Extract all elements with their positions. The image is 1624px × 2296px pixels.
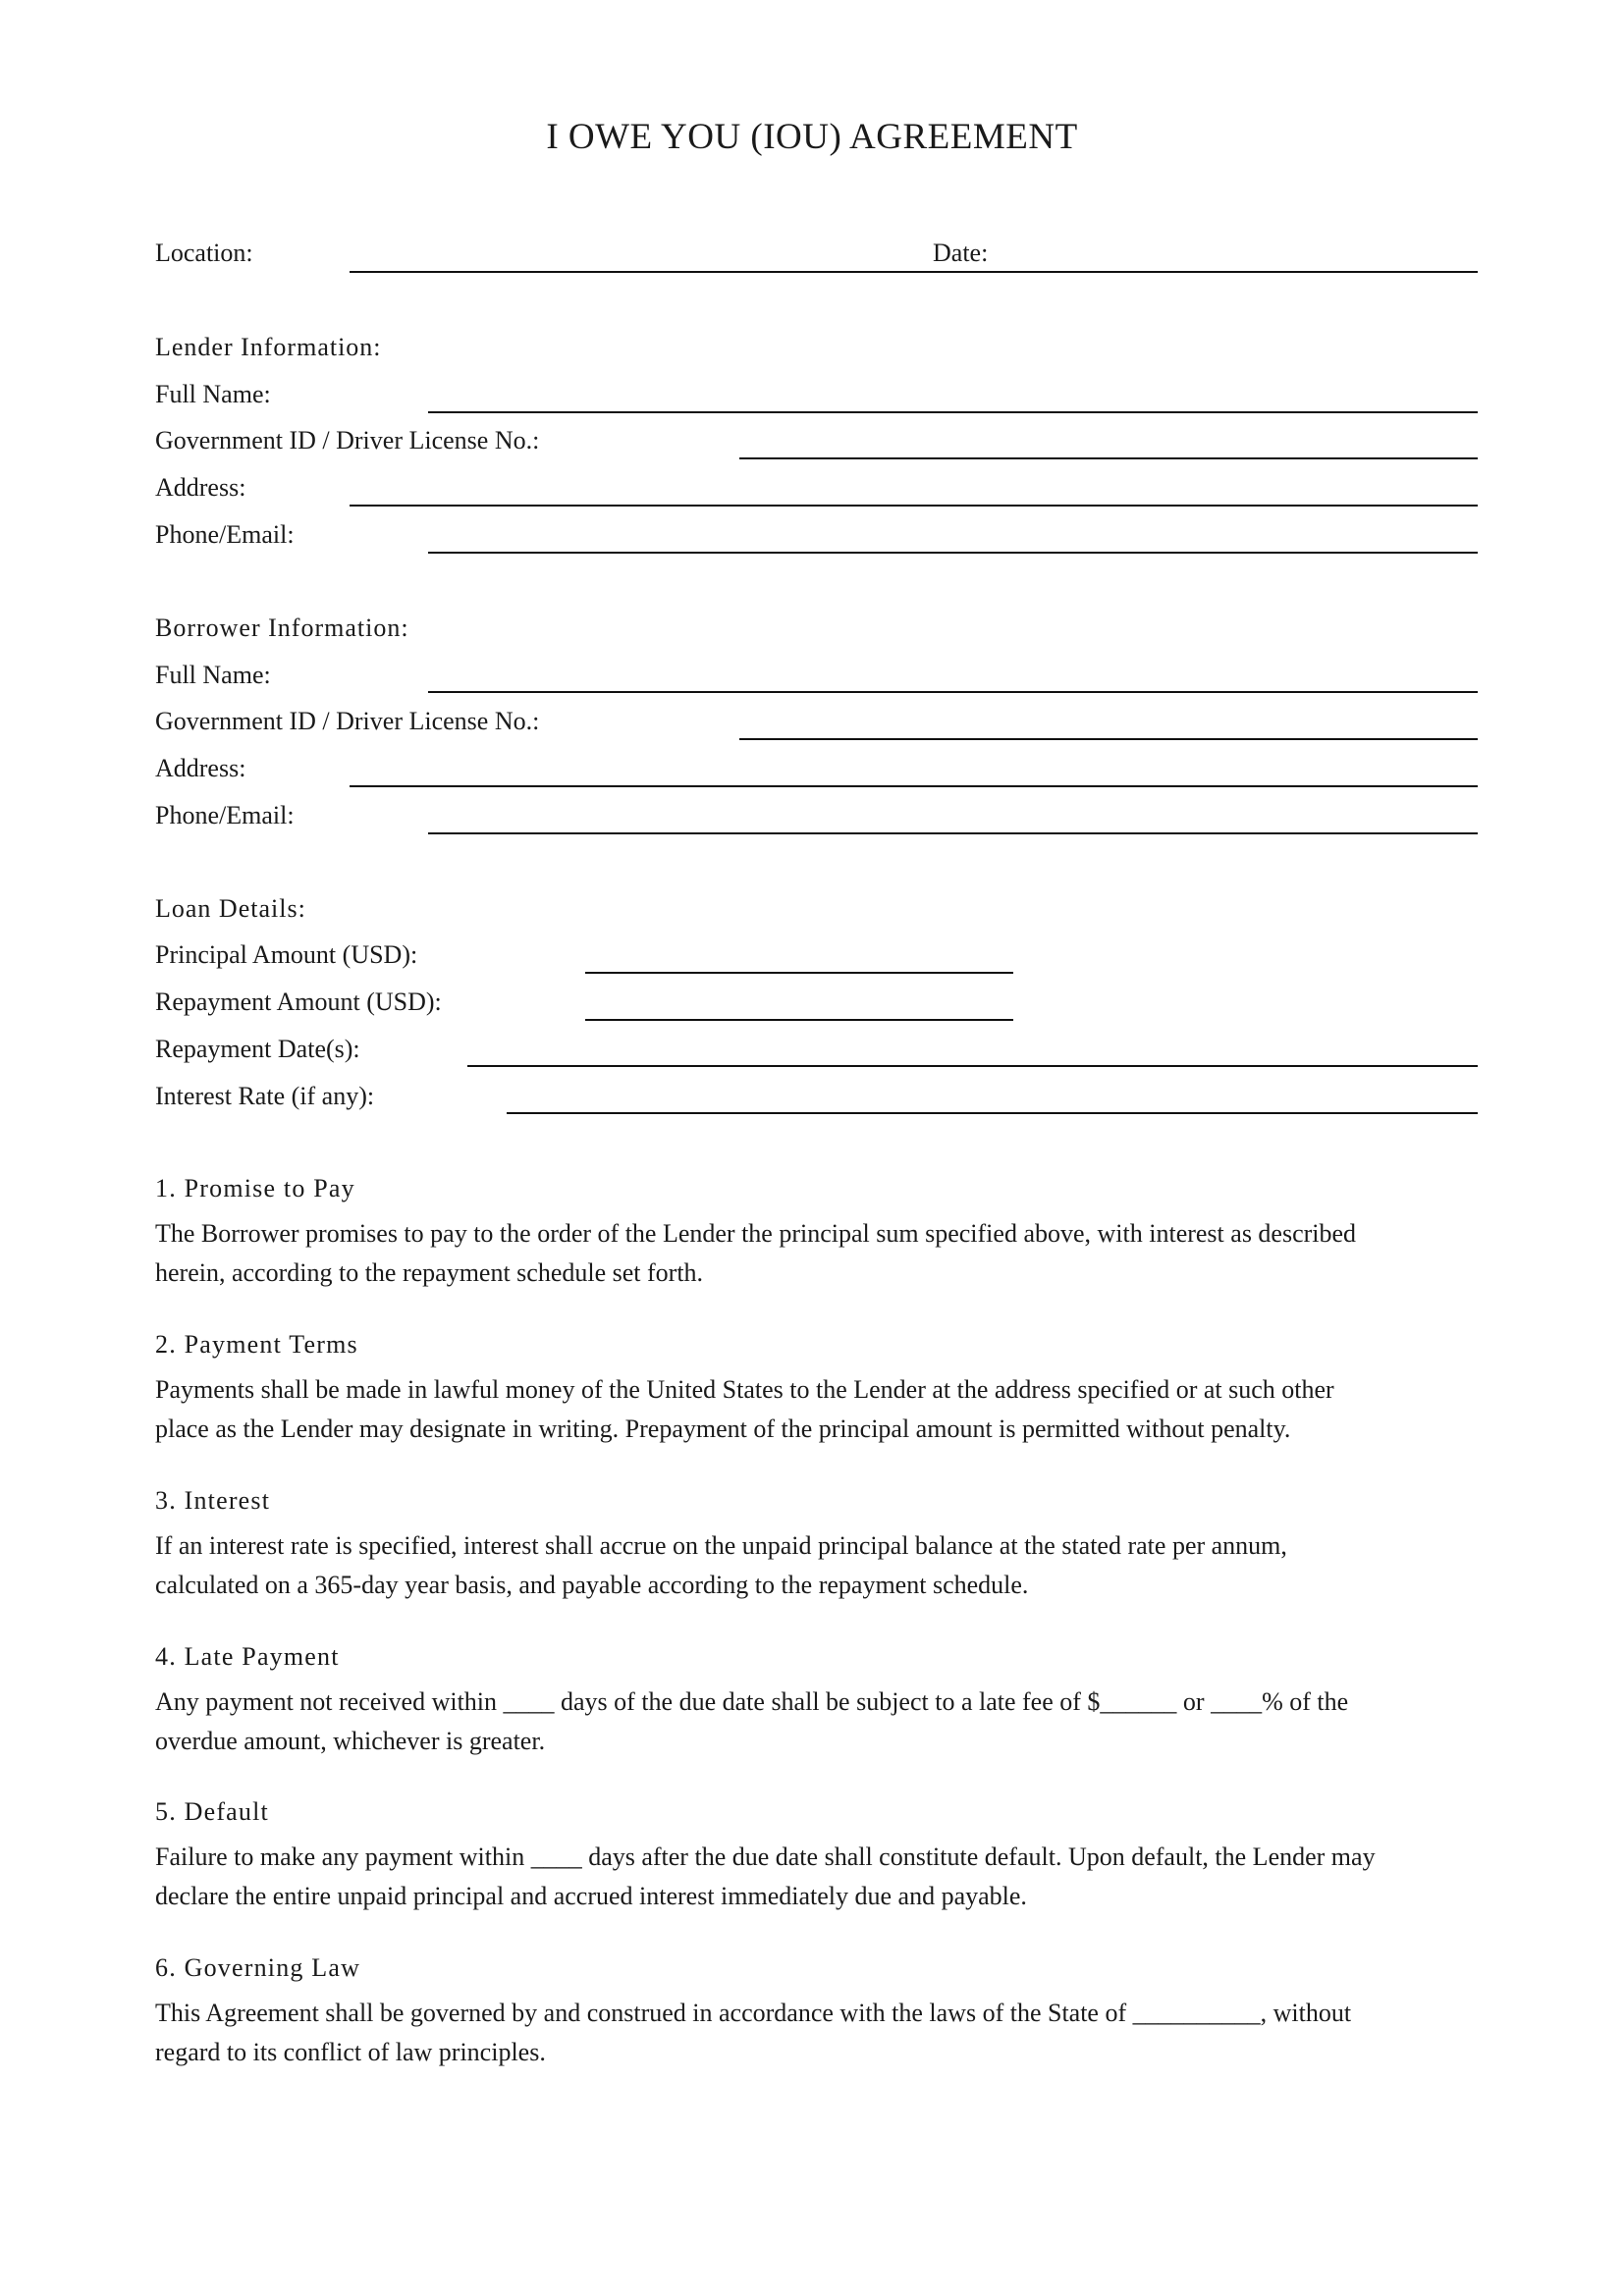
interest-rate-label: Interest Rate (if any): — [155, 1082, 375, 1110]
repayment-dates-label: Repayment Date(s): — [155, 1035, 360, 1063]
borrower-phone-email-field[interactable] — [428, 832, 1478, 834]
lender-full-name-label: Full Name: — [155, 380, 271, 408]
borrower-heading: Borrower Information: — [155, 614, 409, 642]
repayment-dates-field[interactable] — [467, 1065, 1478, 1067]
section-body — [155, 1838, 1476, 1916]
section-body-line: herein, according to the repayment schedule set forth. — [155, 1258, 704, 1287]
lender-address-field[interactable] — [350, 505, 1478, 507]
borrower-gov-id-field[interactable] — [739, 738, 1478, 740]
principal-amount-field[interactable] — [585, 972, 1013, 974]
section-body — [155, 1994, 1476, 2072]
section-body-line: If an interest rate is specified, interest shall accrue on the unpaid principal balance at the stated rate per annum, — [155, 1531, 1287, 1560]
interest-rate-field[interactable] — [507, 1112, 1478, 1114]
lender-full-name-field[interactable] — [428, 411, 1478, 413]
section-title: 6. Governing Law — [155, 1953, 361, 1982]
section-body-line: This Agreement shall be governed by and construed in accordance with the laws of the State of __________, without — [155, 1999, 1352, 2027]
borrower-phone-email-label: Phone/Email: — [155, 801, 295, 829]
repayment-amount-label: Repayment Amount (USD): — [155, 988, 442, 1016]
borrower-address-label: Address: — [155, 754, 246, 782]
principal-amount-label: Principal Amount (USD): — [155, 940, 418, 969]
section-title: 1. Promise to Pay — [155, 1174, 355, 1202]
section-body-line: The Borrower promises to pay to the order of the Lender the principal sum specified above, with interest as described — [155, 1219, 1357, 1248]
location-date-field-line[interactable] — [350, 271, 1478, 273]
lender-address-label: Address: — [155, 473, 246, 502]
lender-gov-id-label: Government ID / Driver License No.: — [155, 426, 540, 454]
section-title: 3. Interest — [155, 1486, 271, 1515]
section-body-line: regard to its conflict of law principles. — [155, 2038, 546, 2066]
section-body-line: Failure to make any payment within ____ days after the due date shall constitute default. Upon default, the Lender may — [155, 1842, 1376, 1871]
section-title: 2. Payment Terms — [155, 1330, 358, 1359]
document-title: I OWE YOU (IOU) AGREEMENT — [546, 117, 1078, 157]
section-body-line: declare the entire unpaid principal and accrued interest immediately due and payable. — [155, 1882, 1027, 1910]
lender-gov-id-field[interactable] — [739, 457, 1478, 459]
repayment-amount-field[interactable] — [585, 1019, 1013, 1021]
section-body — [155, 1682, 1476, 1761]
section-body-line: Any payment not received within ____ days of the due date shall be subject to a late fee of $______ or ____% of the — [155, 1687, 1349, 1716]
location-label: Location: — [155, 239, 253, 267]
loan-heading: Loan Details: — [155, 894, 306, 923]
lender-phone-email-field[interactable] — [428, 552, 1478, 554]
section-body — [155, 1370, 1476, 1449]
borrower-full-name-label: Full Name: — [155, 661, 271, 689]
section-body-line: overdue amount, whichever is greater. — [155, 1727, 546, 1755]
section-body — [155, 1214, 1476, 1293]
section-body — [155, 1526, 1476, 1605]
borrower-full-name-field[interactable] — [428, 691, 1478, 693]
section-title: 4. Late Payment — [155, 1642, 340, 1671]
section-body-line: Payments shall be made in lawful money of the United States to the Lender at the address specified or at such other — [155, 1375, 1334, 1404]
borrower-address-field[interactable] — [350, 785, 1478, 787]
lender-heading: Lender Information: — [155, 333, 382, 361]
date-label: Date: — [933, 239, 989, 267]
borrower-gov-id-label: Government ID / Driver License No.: — [155, 707, 540, 735]
lender-phone-email-label: Phone/Email: — [155, 520, 295, 549]
section-title: 5. Default — [155, 1797, 269, 1826]
section-body-line: calculated on a 365-day year basis, and payable according to the repayment schedule. — [155, 1571, 1029, 1599]
section-body-line: place as the Lender may designate in writing. Prepayment of the principal amount is permitted without penalty. — [155, 1415, 1291, 1443]
